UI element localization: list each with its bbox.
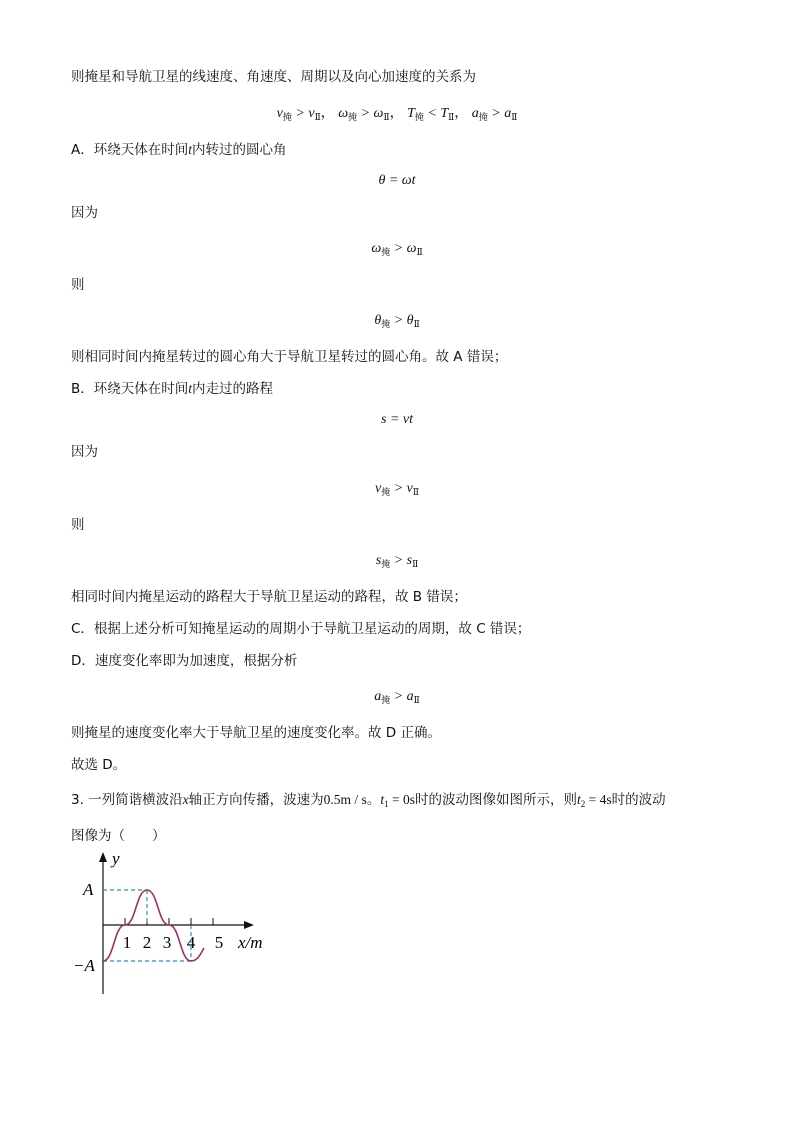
question-3-stem: 3. 一列简谐横波沿x轴正方向传播，波速为0.5m / s。$t_1 = 0s$时的波动图像如图所示，则$t_2 = 4s$时的波动 (71, 792, 666, 809)
part-d-a-relation: $a_掩 > a_Ⅱ$ (374, 689, 420, 705)
amplitude-negative-label: −A (73, 956, 95, 975)
part-b-formula: s = vt (381, 412, 413, 427)
part-d-conclusion: 则掩星的速度变化率大于导航卫星的速度变化率。故 D 正确。 (71, 725, 441, 741)
part-b-then: 则 (71, 517, 85, 533)
x-ticks (125, 918, 213, 925)
part-b-s-relation: $s_掩 > s_Ⅱ$ (375, 553, 419, 569)
part-a-theta-relation: $\theta_掩 > \theta_Ⅱ$ (374, 313, 420, 329)
part-a-because: 因为 (71, 205, 98, 221)
x-axis-arrow (244, 921, 254, 929)
tick-label-2: 2 (142, 933, 152, 952)
intro-text: 则掩星和导航卫星的线速度、角速度、周期以及向心加速度的关系为 (71, 69, 476, 85)
part-d-text: D．速度变化率即为加速度，根据分析 (71, 653, 298, 669)
x-axis-label: x/m (238, 933, 263, 952)
part-a-formula: θ = ωt (378, 173, 416, 188)
part-a-omega-relation: $\omega_掩 > \omega_Ⅱ$ (371, 241, 423, 257)
part-b-because: 因为 (71, 444, 98, 460)
relations-equation: $v_掩 > v_Ⅱ$， $\omega_掩 > \omega_Ⅱ$， $T_掩 < T_Ⅱ$， $a_掩 > a_Ⅱ$ (276, 106, 518, 122)
tick-label-5: 5 (214, 933, 224, 952)
part-c-text: C．根据上述分析可知掩星运动的周期小于导航卫星运动的周期，故 C 错误； (71, 621, 531, 637)
part-a-conclusion: 则相同时间内掩星转过的圆心角大于导航卫星转过的圆心角。故 A 错误； (71, 349, 508, 365)
amplitude-positive-label: A (83, 880, 94, 899)
question-3-line2: 图像为（ ） (71, 828, 166, 844)
y-axis-arrow (99, 852, 107, 862)
tick-label-4: 4 (186, 933, 196, 952)
part-a-heading: A．环绕天体在时间t内转过的圆心角 (71, 142, 287, 158)
answer-choice: 故选 D。 (71, 757, 127, 773)
wave-figure (70, 848, 290, 998)
tick-label-3: 3 (162, 933, 172, 952)
part-b-conclusion: 相同时间内掩星运动的路程大于导航卫星运动的路程，故 B 错误； (71, 589, 467, 605)
tick-label-1: 1 (122, 933, 132, 952)
part-a-then: 则 (71, 277, 85, 293)
y-axis-label: y (112, 849, 120, 868)
part-b-v-relation: $v_掩 > v_Ⅱ$ (374, 481, 420, 497)
part-b-heading: B．环绕天体在时间t内走过的路程 (71, 381, 274, 397)
